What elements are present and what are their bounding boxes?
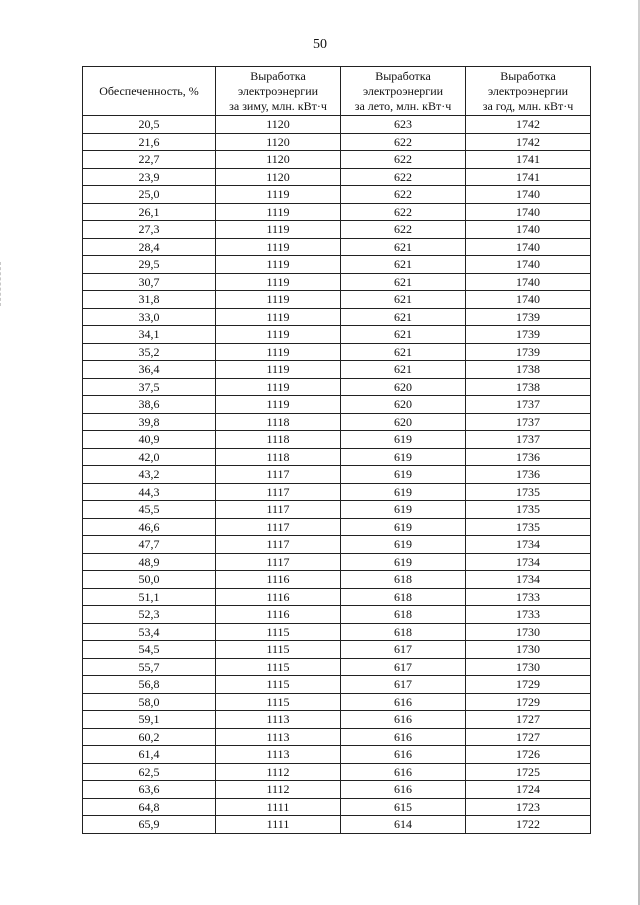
cell-availability: 23,9	[83, 168, 216, 186]
cell-availability: 35,2	[83, 343, 216, 361]
table-row	[83, 291, 591, 309]
cell-summer: 620	[341, 413, 466, 431]
cell-annual: 1727	[466, 728, 591, 746]
cell-availability: 45,5	[83, 501, 216, 519]
cell-summer: 622	[341, 186, 466, 204]
header-line: за лето, млн. кВт·ч	[354, 98, 452, 113]
cell-winter: 1116	[216, 606, 341, 624]
cell-summer: 620	[341, 396, 466, 414]
header-line: Выработка	[500, 68, 556, 83]
cell-winter: 1112	[216, 781, 341, 799]
cell-summer: 619	[341, 518, 466, 536]
table-row	[83, 431, 591, 449]
cell-availability: 52,3	[83, 606, 216, 624]
cell-annual: 1740	[466, 256, 591, 274]
header-line: Выработка	[250, 68, 306, 83]
cell-summer: 619	[341, 431, 466, 449]
cell-annual: 1735	[466, 518, 591, 536]
cell-summer: 622	[341, 203, 466, 221]
cell-winter: 1118	[216, 431, 341, 449]
cell-availability: 61,4	[83, 746, 216, 764]
cell-annual: 1725	[466, 763, 591, 781]
cell-winter: 1117	[216, 501, 341, 519]
cell-winter: 1111	[216, 798, 341, 816]
cell-winter: 1117	[216, 466, 341, 484]
cell-availability: 59,1	[83, 711, 216, 729]
cell-summer: 622	[341, 151, 466, 169]
cell-summer: 616	[341, 781, 466, 799]
table-body	[83, 116, 591, 834]
cell-summer: 616	[341, 728, 466, 746]
table-row	[83, 606, 591, 624]
cell-summer: 618	[341, 571, 466, 589]
table-row	[83, 308, 591, 326]
header-availability	[83, 67, 216, 116]
cell-availability: 40,9	[83, 431, 216, 449]
table-row	[83, 711, 591, 729]
cell-summer: 621	[341, 326, 466, 344]
cell-availability: 55,7	[83, 658, 216, 676]
table-row	[83, 133, 591, 151]
cell-summer: 617	[341, 658, 466, 676]
table-row	[83, 518, 591, 536]
cell-annual: 1742	[466, 116, 591, 134]
cell-winter: 1119	[216, 291, 341, 309]
cell-summer: 619	[341, 483, 466, 501]
table-row	[83, 396, 591, 414]
cell-winter: 1113	[216, 746, 341, 764]
cell-annual: 1740	[466, 186, 591, 204]
table-row	[83, 378, 591, 396]
cell-winter: 1117	[216, 518, 341, 536]
cell-winter: 1119	[216, 186, 341, 204]
cell-annual: 1729	[466, 676, 591, 694]
cell-annual: 1730	[466, 641, 591, 659]
cell-annual: 1730	[466, 623, 591, 641]
cell-summer: 623	[341, 116, 466, 134]
table-row	[83, 273, 591, 291]
table-row	[83, 413, 591, 431]
table-row	[83, 326, 591, 344]
cell-winter: 1116	[216, 571, 341, 589]
cell-availability: 64,8	[83, 798, 216, 816]
cell-availability: 37,5	[83, 378, 216, 396]
cell-availability: 58,0	[83, 693, 216, 711]
cell-availability: 63,6	[83, 781, 216, 799]
cell-annual: 1724	[466, 781, 591, 799]
cell-winter: 1119	[216, 361, 341, 379]
cell-winter: 1118	[216, 413, 341, 431]
cell-availability: 65,9	[83, 816, 216, 834]
cell-winter: 1119	[216, 308, 341, 326]
cell-availability: 28,4	[83, 238, 216, 256]
table-row	[83, 816, 591, 834]
cell-winter: 1115	[216, 641, 341, 659]
table-row	[83, 151, 591, 169]
cell-summer: 619	[341, 553, 466, 571]
table-row	[83, 728, 591, 746]
cell-availability: 31,8	[83, 291, 216, 309]
cell-annual: 1723	[466, 798, 591, 816]
cell-winter: 1118	[216, 448, 341, 466]
table-row	[83, 483, 591, 501]
cell-availability: 27,3	[83, 221, 216, 239]
cell-availability: 51,1	[83, 588, 216, 606]
page-number: 50	[313, 37, 327, 52]
cell-availability: 39,8	[83, 413, 216, 431]
cell-availability: 46,6	[83, 518, 216, 536]
cell-annual: 1736	[466, 448, 591, 466]
scan-margin-mark	[0, 262, 4, 306]
header-line: за зиму, млн. кВт·ч	[229, 98, 327, 113]
cell-summer: 619	[341, 466, 466, 484]
header-summer-output	[341, 67, 466, 116]
table-row	[83, 641, 591, 659]
cell-summer: 617	[341, 676, 466, 694]
cell-availability: 53,4	[83, 623, 216, 641]
cell-winter: 1119	[216, 221, 341, 239]
cell-annual: 1737	[466, 396, 591, 414]
table-row	[83, 588, 591, 606]
cell-annual: 1733	[466, 588, 591, 606]
cell-winter: 1119	[216, 326, 341, 344]
cell-availability: 50,0	[83, 571, 216, 589]
cell-availability: 43,2	[83, 466, 216, 484]
cell-summer: 618	[341, 606, 466, 624]
cell-summer: 622	[341, 133, 466, 151]
cell-annual: 1735	[466, 483, 591, 501]
cell-annual: 1741	[466, 151, 591, 169]
table-row	[83, 361, 591, 379]
cell-annual: 1733	[466, 606, 591, 624]
cell-summer: 621	[341, 343, 466, 361]
cell-winter: 1115	[216, 658, 341, 676]
table-row	[83, 746, 591, 764]
cell-winter: 1115	[216, 623, 341, 641]
cell-availability: 21,6	[83, 133, 216, 151]
cell-winter: 1119	[216, 273, 341, 291]
cell-annual: 1740	[466, 238, 591, 256]
cell-summer: 622	[341, 168, 466, 186]
cell-availability: 22,7	[83, 151, 216, 169]
cell-availability: 26,1	[83, 203, 216, 221]
table-header-row	[83, 67, 591, 116]
header-winter-output	[216, 67, 341, 116]
cell-summer: 619	[341, 536, 466, 554]
cell-summer: 621	[341, 308, 466, 326]
cell-winter: 1113	[216, 728, 341, 746]
table-row	[83, 466, 591, 484]
cell-summer: 621	[341, 273, 466, 291]
cell-winter: 1111	[216, 816, 341, 834]
cell-winter: 1112	[216, 763, 341, 781]
data-table	[82, 66, 591, 834]
table-row	[83, 343, 591, 361]
cell-winter: 1120	[216, 151, 341, 169]
cell-summer: 622	[341, 221, 466, 239]
cell-annual: 1740	[466, 273, 591, 291]
table-row	[83, 693, 591, 711]
cell-annual: 1729	[466, 693, 591, 711]
table-row	[83, 553, 591, 571]
cell-availability: 33,0	[83, 308, 216, 326]
table-row	[83, 798, 591, 816]
header-line: электроэнергии	[237, 83, 319, 98]
cell-summer: 620	[341, 378, 466, 396]
cell-annual: 1730	[466, 658, 591, 676]
cell-winter: 1120	[216, 133, 341, 151]
cell-summer: 619	[341, 448, 466, 466]
cell-winter: 1119	[216, 396, 341, 414]
cell-summer: 619	[341, 501, 466, 519]
header-line: электроэнергии	[362, 83, 444, 98]
cell-winter: 1117	[216, 483, 341, 501]
table-row	[83, 238, 591, 256]
cell-availability: 62,5	[83, 763, 216, 781]
table-row	[83, 203, 591, 221]
cell-summer: 621	[341, 361, 466, 379]
cell-winter: 1117	[216, 553, 341, 571]
cell-annual: 1740	[466, 291, 591, 309]
cell-annual: 1740	[466, 221, 591, 239]
cell-availability: 54,5	[83, 641, 216, 659]
cell-annual: 1739	[466, 343, 591, 361]
table-row	[83, 536, 591, 554]
cell-winter: 1119	[216, 238, 341, 256]
cell-annual: 1737	[466, 431, 591, 449]
table-row	[83, 781, 591, 799]
table-row	[83, 501, 591, 519]
cell-summer: 615	[341, 798, 466, 816]
cell-availability: 47,7	[83, 536, 216, 554]
header-line: Обеспеченность, %	[99, 83, 199, 98]
header-line: Выработка	[375, 68, 431, 83]
table-row	[83, 116, 591, 134]
cell-winter: 1120	[216, 168, 341, 186]
cell-annual: 1736	[466, 466, 591, 484]
cell-winter: 1116	[216, 588, 341, 606]
table-row	[83, 186, 591, 204]
cell-summer: 616	[341, 711, 466, 729]
table-row	[83, 676, 591, 694]
cell-availability: 44,3	[83, 483, 216, 501]
table-row	[83, 221, 591, 239]
cell-winter: 1115	[216, 693, 341, 711]
table-row	[83, 448, 591, 466]
cell-winter: 1115	[216, 676, 341, 694]
cell-availability: 60,2	[83, 728, 216, 746]
cell-summer: 616	[341, 746, 466, 764]
header-line: электроэнергии	[487, 83, 569, 98]
table-row	[83, 763, 591, 781]
cell-winter: 1119	[216, 256, 341, 274]
table-row	[83, 571, 591, 589]
cell-summer: 614	[341, 816, 466, 834]
table-row	[83, 168, 591, 186]
cell-summer: 618	[341, 588, 466, 606]
cell-annual: 1739	[466, 326, 591, 344]
cell-annual: 1734	[466, 571, 591, 589]
cell-winter: 1117	[216, 536, 341, 554]
cell-availability: 38,6	[83, 396, 216, 414]
cell-summer: 621	[341, 256, 466, 274]
table-row	[83, 256, 591, 274]
cell-availability: 48,9	[83, 553, 216, 571]
cell-annual: 1737	[466, 413, 591, 431]
cell-summer: 616	[341, 693, 466, 711]
cell-availability: 56,8	[83, 676, 216, 694]
cell-winter: 1119	[216, 378, 341, 396]
cell-summer: 616	[341, 763, 466, 781]
cell-annual: 1727	[466, 711, 591, 729]
cell-annual: 1742	[466, 133, 591, 151]
cell-annual: 1734	[466, 553, 591, 571]
cell-availability: 42,0	[83, 448, 216, 466]
cell-annual: 1738	[466, 378, 591, 396]
cell-annual: 1741	[466, 168, 591, 186]
cell-annual: 1726	[466, 746, 591, 764]
cell-availability: 25,0	[83, 186, 216, 204]
cell-winter: 1119	[216, 203, 341, 221]
cell-availability: 34,1	[83, 326, 216, 344]
cell-availability: 30,7	[83, 273, 216, 291]
cell-annual: 1739	[466, 308, 591, 326]
header-line: за год, млн. кВт·ч	[482, 98, 574, 113]
table-row	[83, 658, 591, 676]
cell-annual: 1738	[466, 361, 591, 379]
cell-availability: 36,4	[83, 361, 216, 379]
table-row	[83, 623, 591, 641]
cell-availability: 20,5	[83, 116, 216, 134]
cell-winter: 1119	[216, 343, 341, 361]
cell-annual: 1740	[466, 203, 591, 221]
cell-summer: 618	[341, 623, 466, 641]
cell-annual: 1735	[466, 501, 591, 519]
header-annual-output	[466, 67, 591, 116]
cell-summer: 621	[341, 291, 466, 309]
cell-winter: 1120	[216, 116, 341, 134]
cell-winter: 1113	[216, 711, 341, 729]
cell-summer: 617	[341, 641, 466, 659]
cell-annual: 1722	[466, 816, 591, 834]
cell-annual: 1734	[466, 536, 591, 554]
cell-availability: 29,5	[83, 256, 216, 274]
cell-summer: 621	[341, 238, 466, 256]
